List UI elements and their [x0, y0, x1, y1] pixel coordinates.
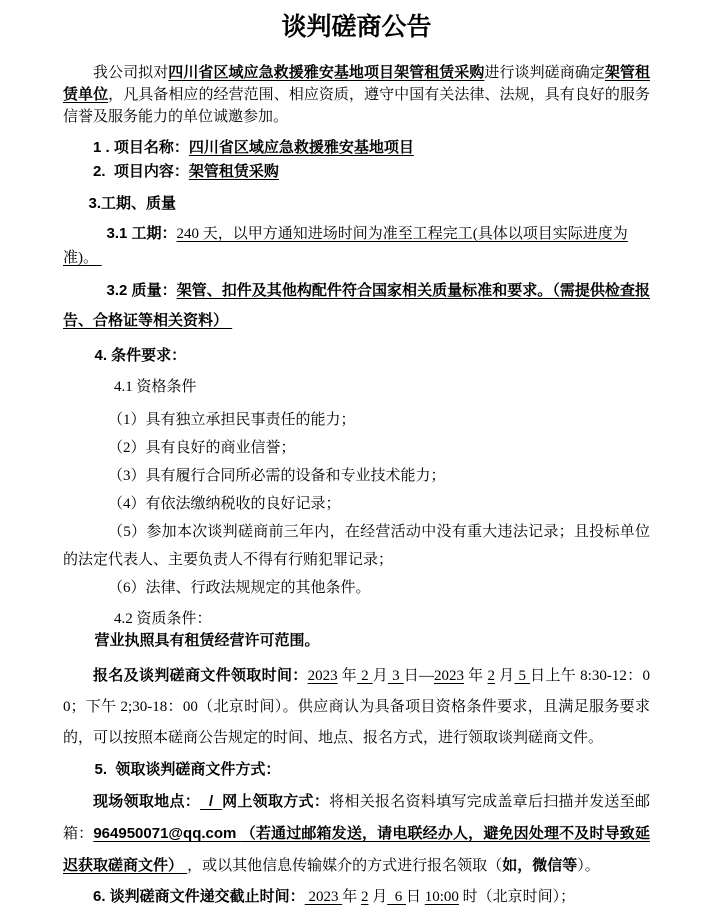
- text-run: 4.1 资格条件: [114, 379, 197, 395]
- text-run: 2. 项目内容：: [93, 163, 189, 180]
- text-run: 日: [405, 889, 425, 905]
- text-run: 年: [337, 668, 358, 684]
- text-run: 将相关报名资料填写完成盖章后扫描并发送至邮箱：: [63, 794, 650, 842]
- text-run: 2023: [307, 668, 338, 684]
- text-run: 3: [388, 668, 404, 684]
- section-4-heading: [63, 344, 650, 368]
- text-run: 现场领取地点：: [93, 793, 201, 810]
- text-run: 10:00: [424, 889, 459, 905]
- text-run: 964950071@qq.com: [93, 825, 241, 842]
- text-run: （4）有依法缴纳税收的良好记录；: [108, 496, 341, 512]
- text-run: 我公司拟对: [93, 65, 169, 81]
- text-run: 1 . 项目名称：: [93, 139, 189, 156]
- text-run: 架管租赁采购: [188, 163, 279, 180]
- text-run: 月: [368, 889, 388, 905]
- section-4-2-heading: [63, 608, 650, 630]
- text-run: 5. 领取谈判磋商文件方式：: [94, 761, 281, 778]
- text-run: /: [200, 793, 223, 810]
- condition-item-1: [63, 406, 650, 434]
- pickup-method-paragraph: [63, 786, 650, 882]
- signup-time-paragraph: [63, 660, 650, 754]
- text-run: ，凡具备相应的经营范围、相应资质，遵守中国有关法律、法规，具有良好的服务信誉及服务能力的单位诚邀参加。: [63, 87, 650, 125]
- project-content-item: [63, 160, 650, 184]
- section-3-heading: [63, 192, 650, 216]
- text-run: （2）具有良好的商业信誉；: [108, 440, 296, 456]
- intro-paragraph: [63, 62, 650, 128]
- condition-item-5: [63, 518, 650, 574]
- text-run: 240 天，以甲方通知进场时间为准至工程完工(具体以项目实际进度为准)。: [63, 226, 628, 266]
- section-3-2-quality: [63, 276, 650, 336]
- text-run: 日—: [403, 668, 435, 684]
- condition-item-2: [63, 434, 650, 462]
- text-run: 2023: [434, 668, 465, 684]
- text-run: 网上领取方式：: [222, 793, 330, 810]
- text-run: 年: [464, 668, 488, 684]
- text-run: （6）法律、行政法规规定的其他条件。: [108, 580, 371, 596]
- text-run: 如，微信等: [502, 857, 578, 874]
- text-run: （1）具有独立承担民事责任的能力；: [108, 412, 356, 428]
- section-4-1-heading: [63, 376, 650, 398]
- text-run: 6: [387, 889, 406, 905]
- text-run: （3）具有履行合同所必需的设备和专业技术能力；: [108, 468, 446, 484]
- text-run: 4. 条件要求：: [94, 347, 187, 364]
- text-run: 月: [495, 668, 515, 684]
- text-run: 营业执照具有租赁经营许可范围。: [94, 632, 320, 649]
- text-run: 时（北京时间）；: [458, 889, 576, 905]
- text-run: 6. 谈判磋商文件递交截止时间：: [93, 888, 305, 905]
- text-run: 报名及谈判磋商文件领取时间：: [93, 667, 308, 684]
- text-run: 年: [342, 889, 361, 905]
- text-run: 4.2 资质条件：: [114, 611, 212, 627]
- text-run: 3.工期、质量: [88, 195, 177, 212]
- text-run: 架管租赁单位: [63, 64, 650, 103]
- text-run: 四川省区域应急救援雅安基地项目: [188, 139, 414, 156]
- text-run: 5: [514, 668, 531, 684]
- text-run: ）。: [577, 858, 600, 874]
- condition-item-3: [63, 462, 650, 490]
- text-run: 进行谈判磋商确定: [484, 65, 605, 81]
- project-name-item: [63, 136, 650, 160]
- text-run: （5）参加本次谈判磋商前三年内，在经营活动中没有重大违法记录；且投标单位的法定代表人、主要负责人不得有行贿犯罪记录；: [63, 524, 650, 568]
- text-run: 日上午 8:30-12：00；下午 2;30-18：00（北京时间）。供应商认为具备项目资格条件要求，且满足服务要求的，可以按照本磋商公告规定的时间、地点、报名方式，进行领取谈判磋商文件。: [63, 668, 650, 746]
- text-run: 月: [372, 668, 389, 684]
- text-run: 2: [487, 668, 496, 684]
- business-license-line: [63, 630, 650, 652]
- text-run: 2023: [304, 889, 343, 905]
- text-run: （若通过邮箱发送，请电联经办人，避免因处理不及时导致延迟获取磋商文件）: [63, 825, 650, 874]
- section-3-1-duration: [63, 222, 650, 270]
- text-run: 2: [357, 668, 373, 684]
- text-run: 架管、扣件及其他构配件符合国家相关质量标准和要求。（需提供检查报告、合格证等相关资料）: [63, 282, 650, 329]
- text-run: 2: [360, 889, 369, 905]
- section-5-heading: [63, 758, 650, 782]
- text-run: 四川省区域应急救援雅安基地项目架管租赁采购: [168, 64, 485, 81]
- doc-title: 谈判磋商公告: [281, 14, 432, 41]
- text-run: 3.1 工期：: [106, 225, 177, 242]
- text-run: 3.2 质量：: [106, 282, 177, 299]
- condition-item-4: [63, 490, 650, 518]
- text-run: ，或以其他信息传输媒介的方式进行报名领取（: [187, 858, 503, 874]
- section-6-deadline: [63, 882, 650, 912]
- condition-item-6: [63, 574, 650, 602]
